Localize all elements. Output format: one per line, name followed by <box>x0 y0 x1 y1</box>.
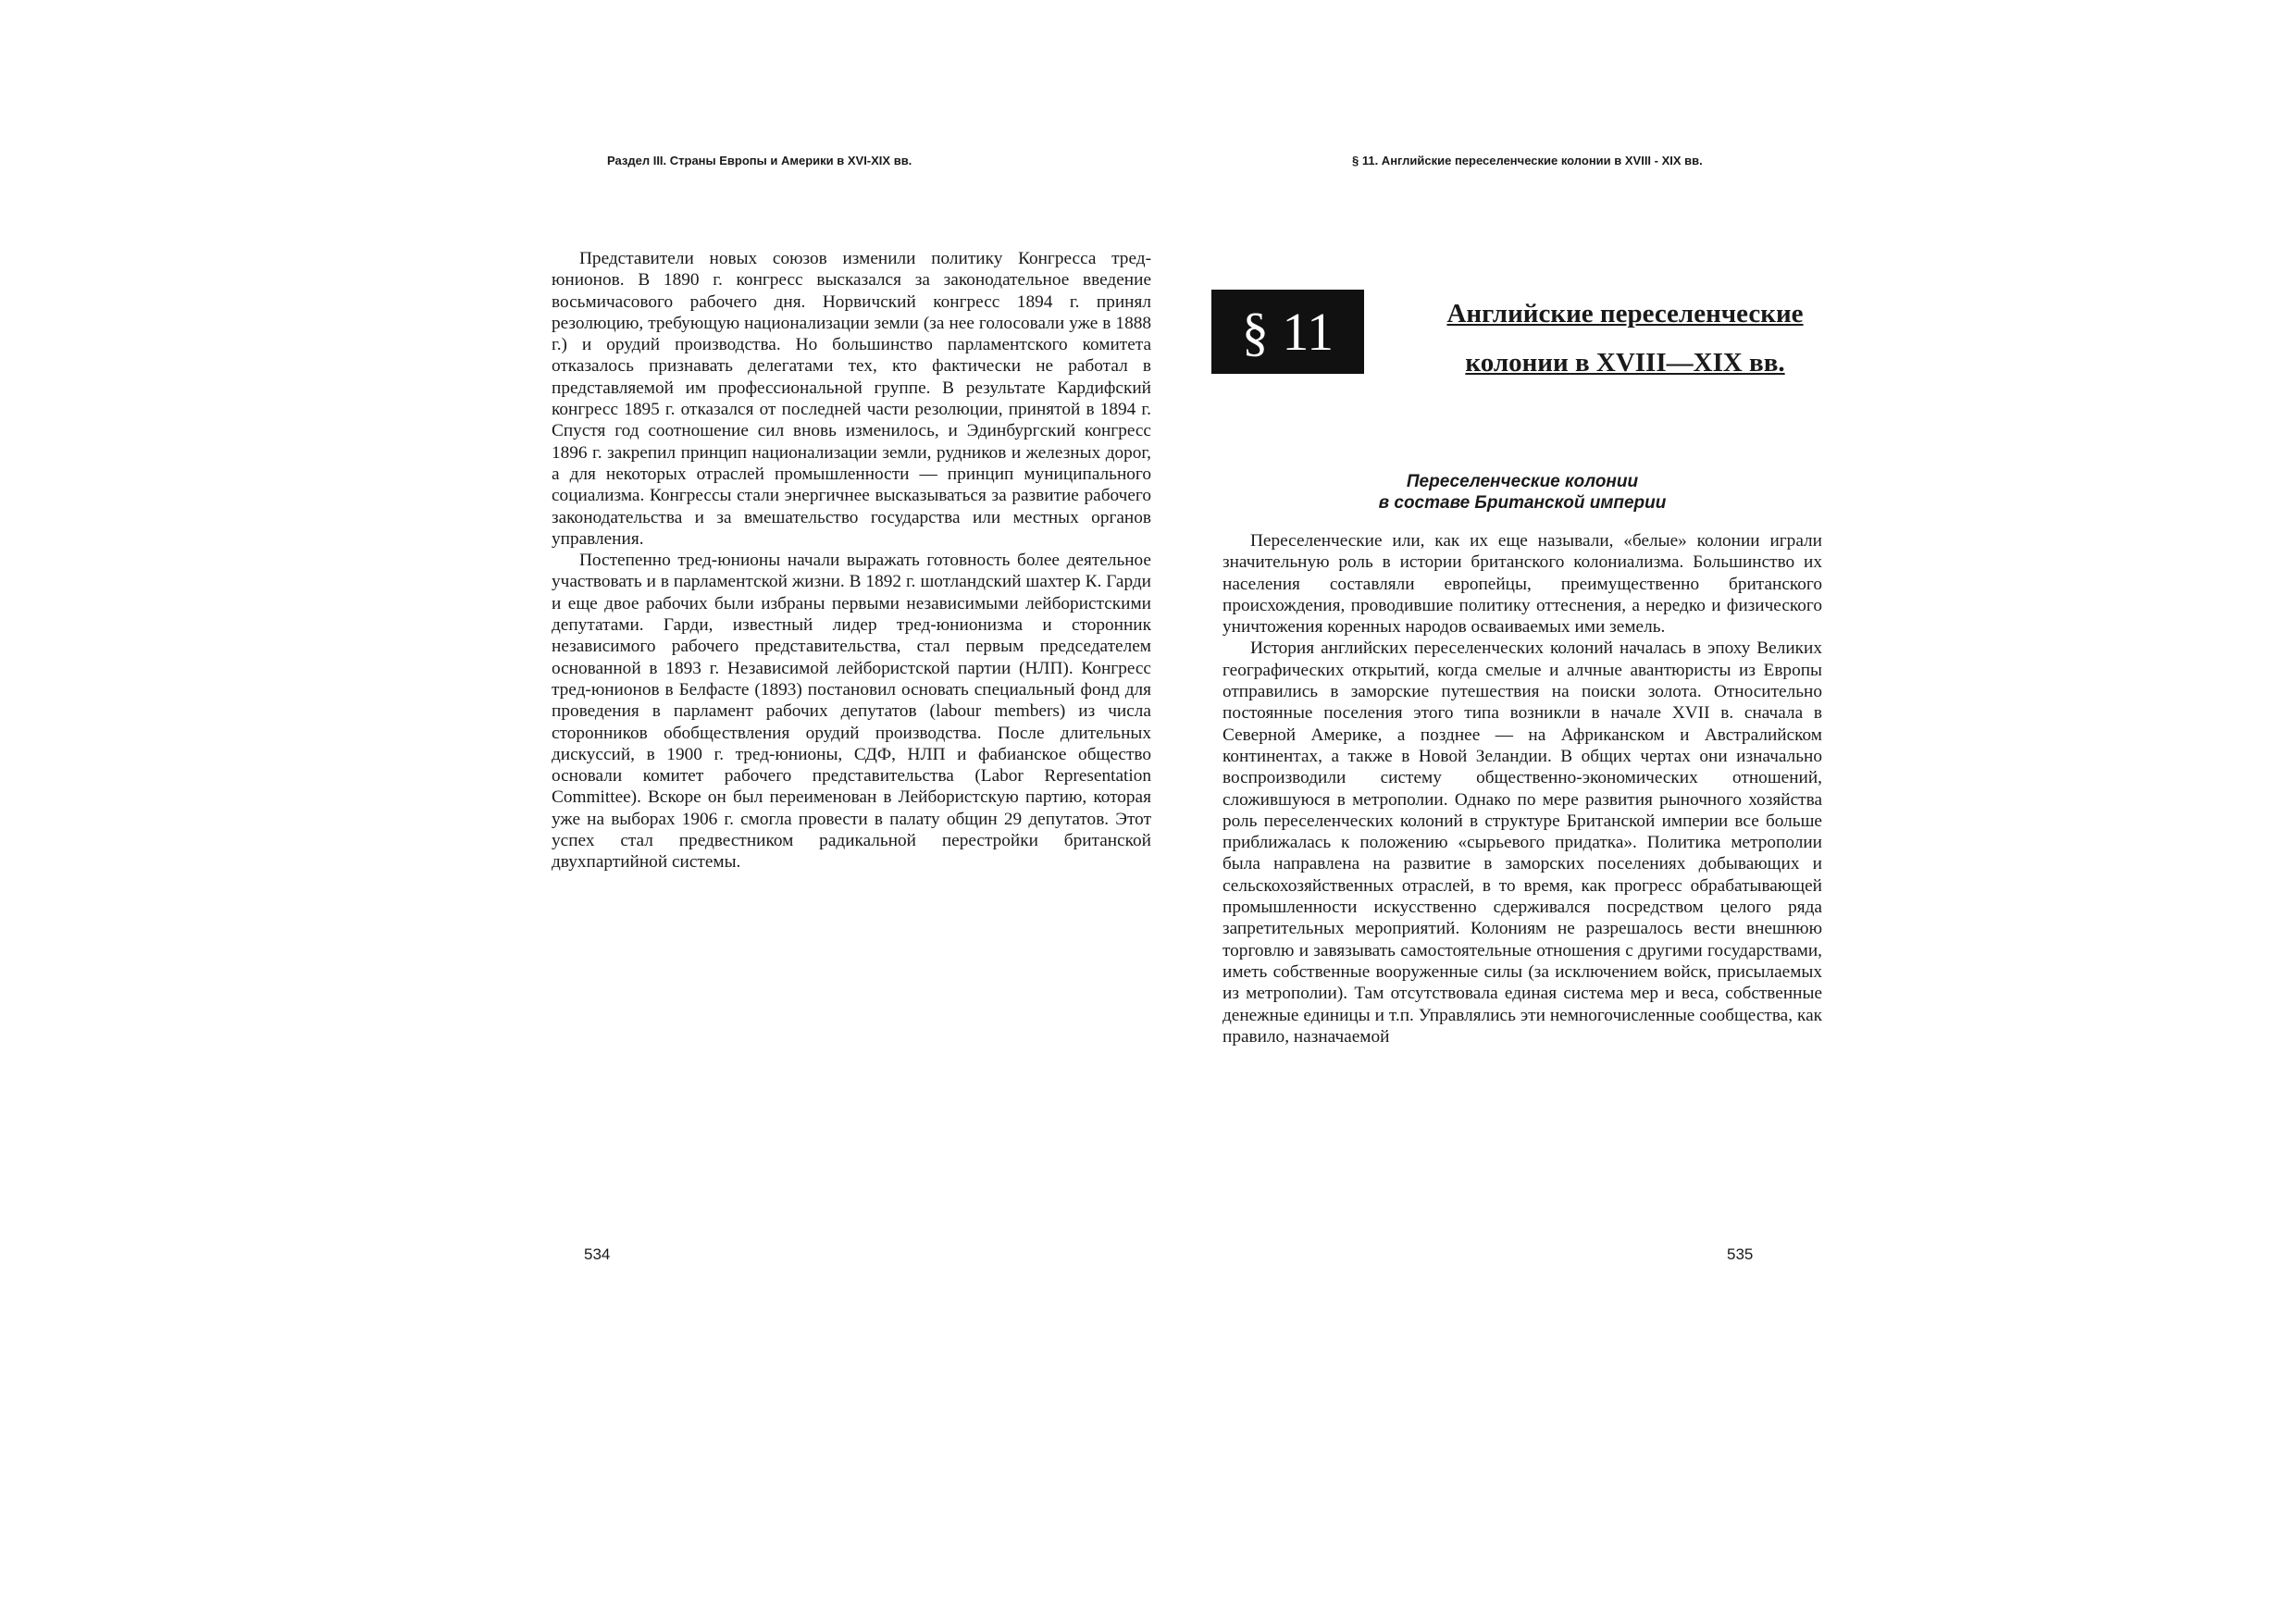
chapter-title-line-2: колонии в XVIII—XIX вв. <box>1465 348 1785 378</box>
subheading <box>1222 471 1822 514</box>
right-body-text <box>1222 530 1822 1047</box>
right-paragraph-2: История английских переселенческих колоний началась в эпоху Великих географических открытий, когда смелые и алчные авантюристы из Европы отправились в заморские путешествия на поиски золота. Относительно постоянные поселения этого типа возникли в начале XVII в. сначала в Северной Америке, а позднее — на Африканском и Австралийском континентах, а также в Новой Зеландии. В общих чертах они изначально воспроизводили систему общественно-экономических отношений, сложившуюся в метрополии. Однако по мере развития рыночного хозяйства роль переселенческих колоний в структуре Британской империи все больше приближалась к положению «сырьевого придатка». Политика метрополии была направлена на развитие в заморских поселениях добывающих и сельскохозяйственных отраслей, в то время, как прогресс обрабатывающей промышленности искусственно сдерживался посредством целого ряда запретительных мероприятий. Колониям не разрешалось вести внешнюю торговлю и завязывать самостоятельные отношения с другими государствами, иметь собственные вооруженные силы (за исключением войск, присылаемых из метрополии). Там отсутствовала единая система мер и веса, собственные денежные единицы и т.п. Управлялись эти немногочисленные сообщества, как правило, назначаемой <box>1222 638 1822 1047</box>
running-head-left: Раздел III. Страны Европы и Америки в XVI-XIX вв. <box>607 154 912 167</box>
subheading-line-1: Переселенческие колонии <box>1406 472 1639 491</box>
chapter-title <box>1380 290 1870 388</box>
section-number-block <box>1211 290 1364 374</box>
left-body-text <box>552 248 1151 873</box>
right-paragraph-1: Переселенческие или, как их еще называли, «белые» колонии играли значительную роль в истории британского колониализма. Большинство их населения составляли европейцы, преимущественно британского происхождения, проводившие политику оттеснения, а нередко и физического уничтожения коренных народов осваиваемых ими земель. <box>1222 531 1822 638</box>
right-page <box>1148 0 2296 1623</box>
left-paragraph-1: Представители новых союзов изменили политику Конгресса тред-юнионов. В 1890 г. конгресс высказался за законодательное введение восьмичасового рабочего дня. Норвичский конгресс 1894 г. принял резолюцию, требующую национализации земли (за нее голосовали уже в 1888 г.) и орудий производства. Но большинство парламентского комитета отказалось признавать делегатами тех, кто фактически не работал в представляемой им профессиональной группе. В результате Кардифский конгресс 1895 г. отказался от последней части резолюции, принятой в 1894 г. Спустя год соотношение сил вновь изменилось, и Эдинбургский конгресс 1896 г. закрепил принцип национализации земли, рудников и железных дорог, а для некоторых отраслей промышленности — принцип муниципального социализма. Конгрессы стали энергичнее высказываться за развитие рабочего законодательства и за вмешательство государства или местных органов управления. <box>552 249 1151 549</box>
page-number-right: 535 <box>1727 1245 1754 1263</box>
section-number: § 11 <box>1241 301 1334 362</box>
subheading-line-2: в составе Британской империи <box>1378 493 1667 513</box>
page-number-left: 534 <box>584 1245 611 1263</box>
chapter-title-line-1: Английские переселенческие <box>1446 299 1804 328</box>
running-head-right: § 11. Английские переселенческие колонии в XVIII - XIX вв. <box>1352 154 1703 167</box>
left-paragraph-2: Постепенно тред-юнионы начали выражать готовность более деятельное участвовать и в парламентской жизни. В 1892 г. шотландский шахтер К. Гарди и еще двое рабочих были избраны первыми независимыми лейбористскими депутатами. Гарди, известный лидер тред-юнионизма и сторонник независимого рабочего представительства, стал первым председателем основанной в 1893 г. Независимой лейбористской партии (НЛП). Конгресс тред-юнионов в Белфасте (1893) постановил основать специальный фонд для проведения в парламент рабочих депутатов (labour members) из числа сторонников обобществления орудий производства. После длительных дискуссий, в 1900 г. тред-юнионы, СДФ, НЛП и фабианское общество основали комитет рабочего представительства (Labor Representation Committee). Вскоре он был переименован в Лейбористскую партию, которая уже на выборах 1906 г. смогла провести в палату общин 29 депутатов. Этот успех стал предвестником радикальной перестройки британской двухпартийной системы. <box>552 551 1151 873</box>
